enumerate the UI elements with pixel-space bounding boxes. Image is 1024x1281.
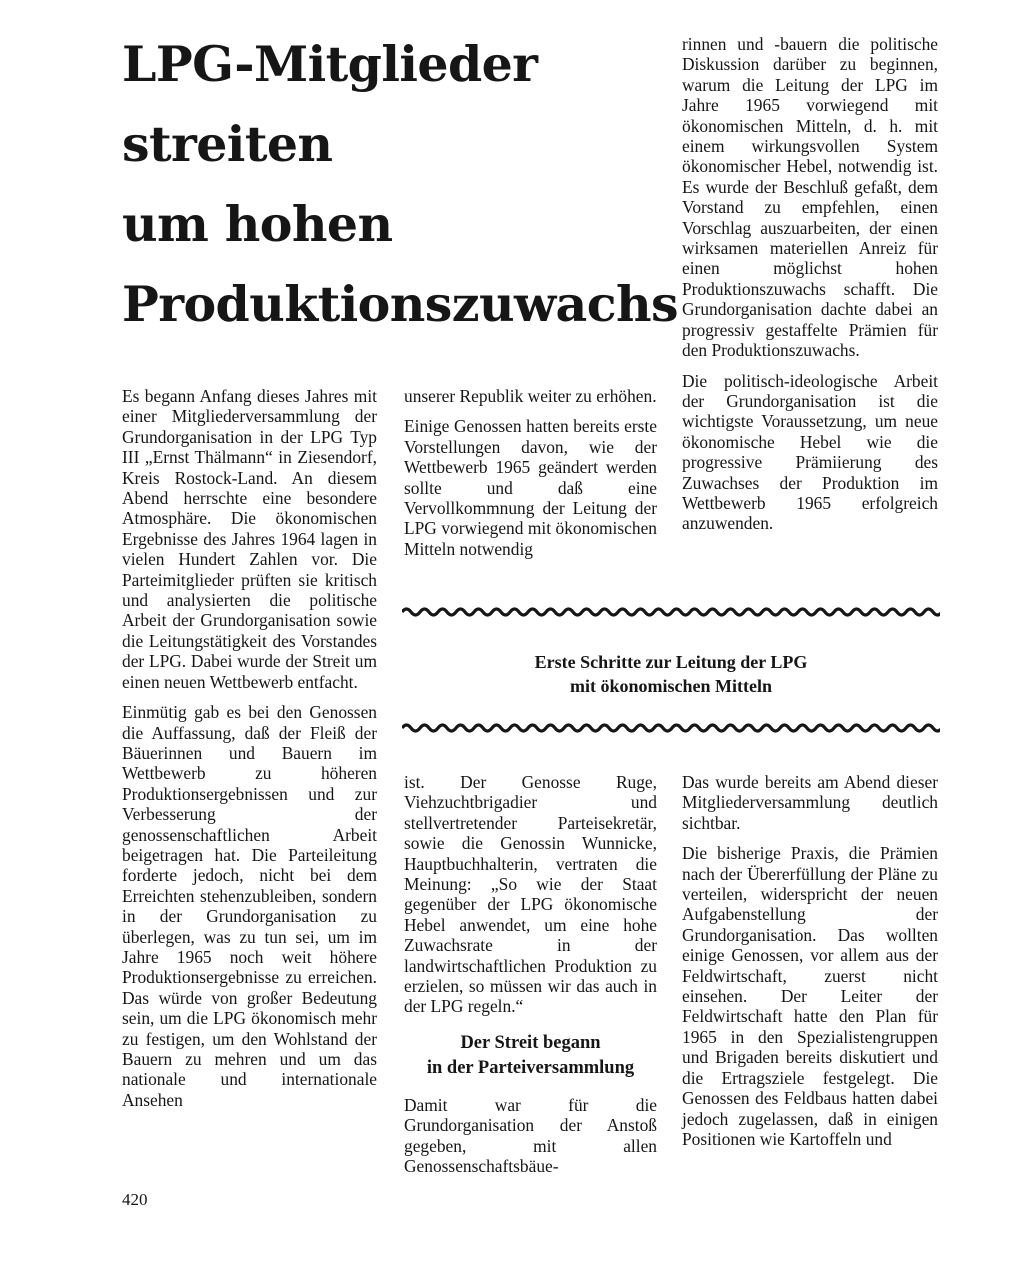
- headline-line-3: um hohen: [122, 195, 393, 253]
- wavy-line-icon: [402, 722, 940, 734]
- paragraph: ist. Der Genosse Ruge, Viehzuchtbrigadier und stellvertretender Parteisekretär, sowie die Genossin Wunnicke, Hauptbuchhalterin, vertraten die Meinung: „So wie der Staat gegenüber der LPG ökonomische Hebel anwendet, um eine hohe Zuwachsrate in der landwirtschaftlichen Produktion zu erzielen, so müssen wir das auch in der LPG regeln.“: [404, 772, 657, 1017]
- paragraph: rinnen und -bauern die politische Diskussion darüber zu beginnen, warum die Leitung der LPG im Jahre 1965 vorwiegend mit ökonomischen Mitteln, d. h. mit einem wirkungsvollen System ökonomischer Hebel, notwendig ist. Es wurde der Beschluß gefaßt, dem Vorstand zu empfehlen, einen Vorschlag auszuarbeiten, der einen wirksamen materiellen Anreiz für einen möglichst hohen Produktionszuwachs schafft. Die Grundorganisation dachte dabei an progressiv gestaffelte Prämien für den Produktionszuwachs.: [682, 34, 938, 361]
- paragraph: Die bisherige Praxis, die Prämien nach der Übererfüllung der Pläne zu verteilen, widerspricht der neuen Aufgabenstellung der Grundorganisation. Das wollten einige Genossen, vor allem aus der Feldwirtschaft, zuerst nicht einsehen. Der Leiter der Feldwirtschaft hatte den Plan für 1965 in den Spezialistengruppen und Brigaden bereits diskutiert und die Ertragsziele festgelegt. Die Genossen des Feldbaus hatten dabei jedoch zugelassen, daß in einigen Positionen wie Kartoffeln und: [682, 843, 938, 1149]
- section-heading: [404, 650, 938, 698]
- section-heading-line-2: mit ökonomischen Mitteln: [570, 676, 772, 696]
- subheading: [404, 1031, 657, 1081]
- headline-line-1: LPG-Mitglieder: [122, 35, 538, 93]
- column-1-top: [122, 386, 377, 1120]
- section-heading-line-1: Erste Schritte zur Leitung der LPG: [534, 652, 808, 672]
- paragraph: Es begann Anfang dieses Jahres mit einer Mitgliederversammlung der Grundorganisation in der LPG Typ III „Ernst Thälmann“ in Ziesendorf, Kreis Rostock-Land. An diesem Abend herrschte eine besondere Atmosphäre. Die ökonomischen Ergebnisse des Jahres 1964 lagen in vielen Hundert Zahlen vor. Die Parteimitglieder prüften sie kritisch und analysierten die politische Arbeit der Grundorganisation sowie die Leitungstätigkeit des Vorstandes der LPG. Dabei wurde der Streit um einen neuen Wettbewerb entfacht.: [122, 386, 377, 692]
- page-number: 420: [122, 1190, 148, 1209]
- subheading-line-2: in der Parteiversammlung: [426, 1057, 635, 1078]
- paragraph: Damit war für die Grundorganisation der Anstoß gegeben, mit allen Genossenschaftsbäue-: [404, 1094, 657, 1177]
- paragraph: Einige Genossen hatten bereits erste Vorstellungen davon, wie der Wettbewerb 1965 geändert werden sollte und daß eine Vervollkommnung der Leitung der LPG vorwiegend mit ökonomischen Mitteln notwendig: [404, 416, 657, 559]
- headline-line-4: Produktionszuwachs: [122, 275, 678, 333]
- paragraph: unserer Republik weiter zu erhöhen.: [404, 386, 657, 406]
- wavy-divider-bottom: [402, 722, 940, 734]
- paragraph: Die politisch-ideologische Arbeit der Grundorganisation ist die wichtigste Voraussetzung, um neue ökonomische Hebel wie die progressive Prämiierung des Zuwachses der Produktion im Wettbewerb 1965 erfolgreich anzuwenden.: [682, 370, 938, 534]
- subheading-line-1: Der Streit begann: [460, 1032, 601, 1053]
- article-headline: [122, 24, 678, 344]
- column-4-bottom: [404, 772, 657, 1187]
- paragraph: Einmütig gab es bei den Genossen die Auffassung, daß der Fleiß der Bäuerinnen und Bauern im Wettbewerb zu höheren Produktionsergebnissen und zur Verbesserung der genossenschaftlichen Arbeit beigetragen hat. Die Parteileitung forderte jedoch, nicht bei dem Erreichten stehenzubleiben, sondern in der Grundorganisation zu überlegen, was zu tun sei, um im Jahre 1965 noch weit höhere Produktionsergebnisse zu erreichen. Das würde von großer Bedeutung sein, um die LPG ökonomisch mehr zu festigen, um den Wohlstand der Bauern zu mehren und um das nationale und internationale Ansehen: [122, 702, 377, 1110]
- column-5-bottom: [682, 772, 938, 1159]
- wavy-line-icon: [402, 606, 940, 618]
- wavy-divider-top: [402, 606, 940, 618]
- column-2-top: [404, 386, 657, 569]
- column-3-top: [682, 34, 938, 544]
- paragraph: Das wurde bereits am Abend dieser Mitgliederversammlung deutlich sichtbar.: [682, 772, 938, 833]
- headline-line-2: streiten: [122, 115, 333, 173]
